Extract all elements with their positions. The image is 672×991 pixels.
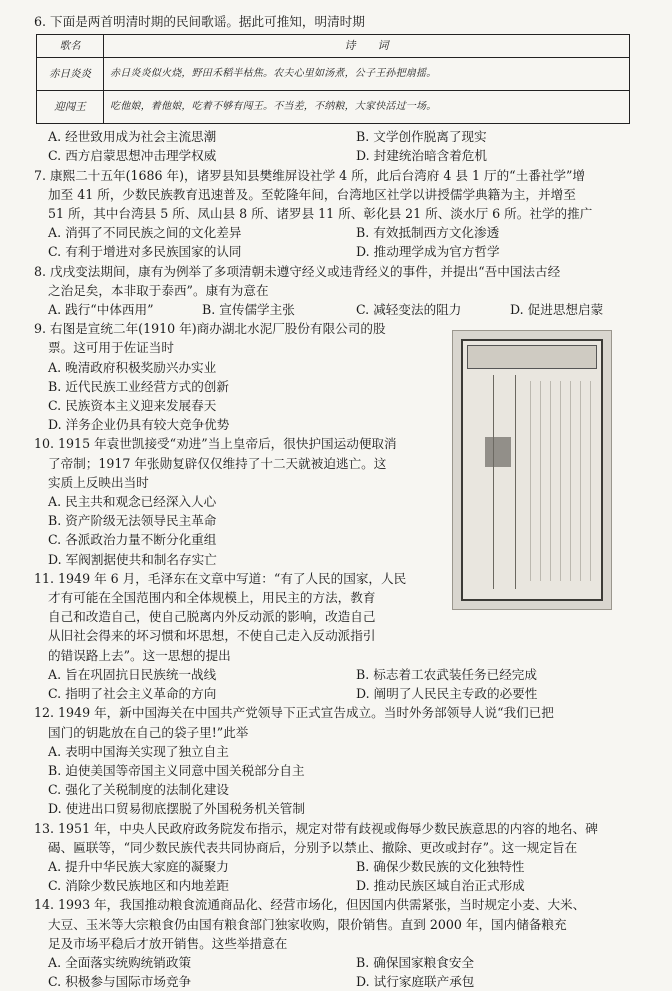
option-d[interactable]: D. 推动民族区域自治正式形成	[356, 878, 525, 894]
question-9-line: 9. 右图是宣统二年(1910 年)商办湖北水泥厂股份有限公司的股	[34, 321, 386, 337]
question-13-line: 碣、匾联等，“同少数民族代表共同协商后，分别予以禁止、撤除、更改或封存”。这一规定旨在	[48, 839, 578, 855]
option-a[interactable]: A. 全面落实统购统销政策	[48, 954, 192, 970]
option-a[interactable]: A. 践行“中体西用”	[48, 302, 154, 318]
question-11-line: 的错误路上去”。这一思想的提出	[48, 647, 231, 663]
option-b[interactable]: B. 资产阶级无法领导民主革命	[48, 513, 217, 529]
option-c[interactable]: C. 民族资本主义迎来发展春天	[48, 398, 217, 414]
question-6-stem: 6. 下面是两首明清时期的民间歌谣。据此可推知，明清时期	[34, 14, 365, 29]
question-8-line: 之治足矣，本非取于泰西”。康有为意在	[48, 282, 269, 298]
question-10-line: 10. 1915 年袁世凯接受“劝进”当上皇帝后，很快护国运动便取消	[34, 436, 397, 452]
option-b[interactable]: B. 标志着工农武装任务已经完成	[356, 666, 537, 682]
question-9	[34, 319, 446, 434]
option-b[interactable]: B. 宣传儒学主张	[202, 302, 295, 318]
question-7-line: 加至 41 所，少数民族教育迅速普及。至乾隆年间，台湾地区社学以讲授儒学典籍为主，并增至	[48, 186, 576, 202]
option-b[interactable]: B. 确保国家粮食安全	[356, 954, 475, 970]
question-14-options	[34, 953, 650, 991]
option-b[interactable]: B. 文学创作脱离了现实	[356, 129, 487, 145]
option-a[interactable]: A. 消弭了不同民族之间的文化差异	[48, 225, 242, 241]
certificate-divider	[515, 375, 516, 589]
option-c[interactable]: C. 西方启蒙思想冲击理学权威	[48, 148, 217, 164]
option-a[interactable]: A. 表明中国海关实现了独立自主	[48, 743, 229, 759]
question-11-line: 才有可能在全国范围内和全体规模上，用民主的方法，教育	[48, 590, 376, 606]
question-6-options	[34, 127, 650, 165]
option-d[interactable]: D. 洋务企业仍具有较大竞争优势	[48, 417, 230, 433]
option-a[interactable]: A. 晚清政府积极奖励兴办实业	[48, 359, 217, 375]
question-8-options	[34, 300, 650, 319]
certificate-divider	[493, 375, 494, 589]
question-7-line: 7. 康熙二十五年(1686 年)，诸罗县知县樊维屏设社学 4 所，此后台湾府 4 县 1 厅的“土番社学”增	[34, 167, 586, 183]
question-11-options	[34, 665, 650, 703]
option-d[interactable]: D. 封建统治暗含着危机	[356, 148, 487, 164]
question-11	[34, 569, 446, 665]
option-c[interactable]: C. 积极参与国际市场竞争	[48, 974, 192, 990]
option-b[interactable]: B. 迫使美国等帝国主义同意中国关税部分自主	[48, 762, 305, 778]
question-8-line: 8. 戊戌变法期间，康有为例举了多项清朝未遵守经义或违背经义的事件，并提出“吾中国法古经	[34, 263, 561, 279]
question-9-line: 票。这可用于佐证当时	[48, 340, 174, 356]
song-lyrics: 吃他娘，着他娘，吃着不够有闯王。不当差，不纳粮，大家快活过一场。	[104, 91, 630, 124]
question-14-line: 足及市场平稳后才放开销售。这些举措意在	[48, 935, 288, 951]
option-c[interactable]: C. 指明了社会主义革命的方向	[48, 686, 217, 702]
certificate-frame	[461, 339, 603, 601]
option-a[interactable]: A. 提升中华民族大家庭的凝聚力	[48, 858, 229, 874]
question-14-line: 大豆、玉米等大宗粮食仍由国有粮食部门独家收购，限价销售。直到 2000 年，国内储备粮充	[48, 916, 567, 932]
question-11-line: 从旧社会得来的坏习惯和坏思想，不使自己走入反动派指引	[48, 628, 376, 644]
question-14-line: 14. 1993 年，我国推动粮食流通商品化、经营市场化，但因国内供需紧张，当时规定小麦、大米、	[34, 897, 586, 913]
question-13-options	[34, 857, 650, 895]
option-b[interactable]: B. 有效抵制西方文化渗透	[356, 225, 500, 241]
option-d[interactable]: D. 军阀割据使共和制名存实亡	[48, 551, 217, 567]
question-10-line: 实质上反映出当时	[48, 474, 149, 490]
question-7-line: 51 所，其中台湾县 5 所、凤山县 8 所、诸罗县 11 所、彰化县 21 所、淡水厅 6 所。社学的推广	[48, 206, 593, 222]
option-c[interactable]: C. 有利于增进对多民族国家的认同	[48, 244, 242, 260]
question-10	[34, 434, 446, 568]
question-12-line: 国门的钥匙放在自己的袋子里!”此举	[48, 724, 249, 740]
song-lyrics: 赤日炎炎似火烧，野田禾稻半枯焦。农夫心里如汤煮，公子王孙把扇摇。	[104, 58, 630, 91]
table-header-name: 歌名	[37, 35, 104, 58]
option-c[interactable]: C. 消除少数民族地区和内地差距	[48, 878, 229, 894]
option-b[interactable]: B. 近代民族工业经营方式的创新	[48, 378, 229, 394]
table-header-lyrics: 诗 词	[104, 35, 630, 58]
question-12-line: 12. 1949 年，新中国海关在中国共产党领导下正式宣告成立。当时外务部领导人说“我们已把	[34, 705, 554, 721]
question-11-line: 11. 1949 年 6 月，毛泽东在文章中写道：“有了人民的国家，人民	[34, 570, 407, 586]
option-b[interactable]: B. 确保少数民族的文化独特性	[356, 858, 525, 874]
certificate-header-band	[467, 345, 597, 369]
option-c[interactable]: C. 强化了关税制度的法制化建设	[48, 782, 229, 798]
question-7-options	[34, 223, 650, 261]
option-c[interactable]: C. 减轻变法的阻力	[356, 302, 462, 318]
question-11-line: 自己和改造自己，使自己脱离内外反动派的影响，改造自己	[48, 609, 376, 625]
song-name: 赤日炎炎	[37, 58, 104, 91]
option-d[interactable]: D. 试行家庭联产承包	[356, 974, 475, 990]
folk-song-table	[36, 34, 630, 124]
option-a[interactable]: A. 经世致用成为社会主流思潮	[48, 129, 217, 145]
question-13-line: 13. 1951 年，中央人民政府政务院发布指示，规定对带有歧视或侮辱少数民族意思的内容的地名、碑	[34, 820, 598, 836]
song-name: 迎闯王	[37, 91, 104, 124]
option-c[interactable]: C. 各派政治力量不断分化重组	[48, 532, 217, 548]
option-d[interactable]: D. 阐明了人民民主专政的必要性	[356, 686, 538, 702]
question-10-line: 了帝制；1917 年张勋复辟仅仅维持了十二天就被迫逃亡。这	[48, 455, 387, 471]
option-d[interactable]: D. 推动理学成为官方哲学	[356, 244, 500, 260]
option-d[interactable]: D. 促进思想启蒙	[510, 302, 604, 318]
certificate-text-columns	[521, 381, 591, 581]
option-a[interactable]: A. 旨在巩固抗日民族统一战线	[48, 666, 217, 682]
option-d[interactable]: D. 使进出口贸易彻底摆脱了外国税务机关管制	[48, 801, 305, 817]
option-a[interactable]: A. 民主共和观念已经深入人心	[48, 494, 217, 510]
certificate-seal	[485, 437, 511, 467]
stock-certificate-image	[452, 330, 612, 610]
